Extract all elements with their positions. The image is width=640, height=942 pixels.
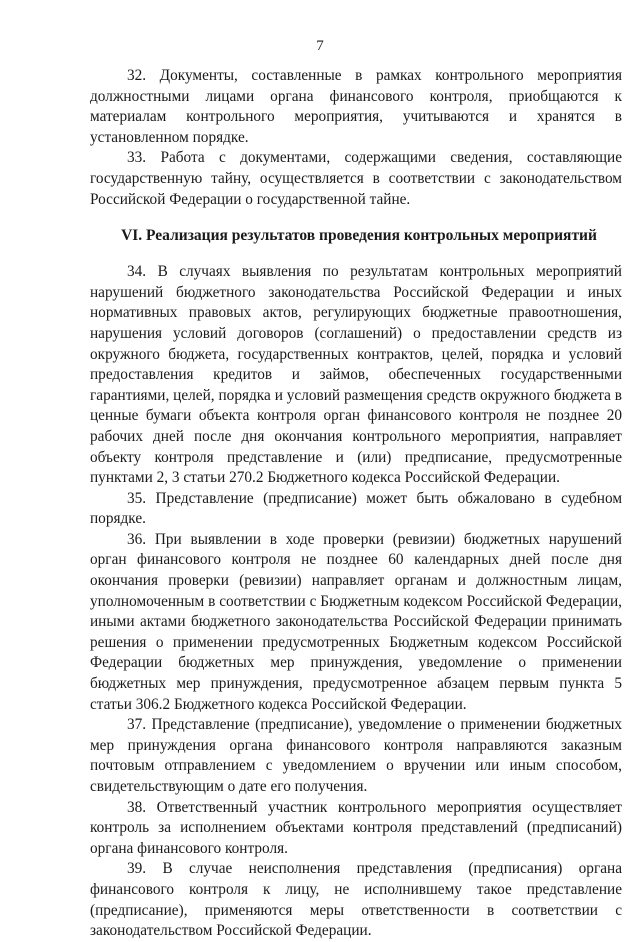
- paragraph-34: 34. В случаях выявления по результатам контрольных мероприятий нарушений бюджетного законодательства Российской Федерации и иных нормативных правовых актов, регулирующих бюджетные правоотношения, нарушения условий договоров (соглашений) о предоставлении средств из окружного бюджета, государственных контрактов, целей, порядка и условий предоставления кредитов и займов, обеспеченных государственными гарантиями, целей, порядка и условий размещения средств окружного бюджета в ценные бумаги объекта контроля орган финансового контроля не позднее 20 рабочих дней после дня окончания контрольного мероприятия, направляет объекту контроля представление и (или) предписание, предусмотренные пунктами 2, 3 статьи 270.2 Бюджетного кодекса Российской Федерации.: [90, 263, 622, 487]
- section-heading: VI. Реализация результатов проведения контрольных мероприятий: [121, 227, 597, 245]
- paragraph-32: 32. Документы, составленные в рамках контрольного мероприятия должностными лицами органа финансового контроля, приобщаются к материалам контрольного мероприятия, учитываются и хранятся в установленном порядке.: [90, 67, 622, 146]
- paragraph-36: 36. При выявлении в ходе проверки (ревизии) бюджетных нарушений орган финансового контроля не позднее 60 календарных дней после дня окончания проверки (ревизии) направляет органам и должностным лицам, уполномоченным в соответствии с Бюджетным кодексом Российской Федерации, иными актами бюджетного законодательства Российской Федерации принимать решения о применении предусмотренных Бюджетным кодексом Российской Федерации бюджетных мер принуждения, уведомление о применении бюджетных мер принуждения, предусмотренное абзацем первым пункта 5 статьи 306.2 Бюджетного кодекса Российской Федерации.: [90, 530, 622, 713]
- paragraph-33: 33. Работа с документами, содержащими сведения, составляющие государственную тайну, осуществляется в соответствии с законодательством Российской Федерации о государственной тайне.: [90, 149, 622, 208]
- document-body: [90, 66, 622, 942]
- paragraph-38: 38. Ответственный участник контрольного мероприятия осуществляет контроль за исполнением объектами контроля представлений (предписаний) органа финансового контроля.: [90, 798, 622, 857]
- page-number: 7: [316, 38, 324, 54]
- paragraph-37: 37. Представление (предписание), уведомление о применении бюджетных мер принуждения органа финансового контроля направляются заказным почтовым отправлением с уведомлением о вручении или иным способом, свидетельствующим о дате его получения.: [90, 716, 622, 795]
- paragraph-39: 39. В случае неисполнения представления (предписания) органа финансового контроля к лицу, не исполнившему такое представление (предписание), применяются меры ответственности в соответствии с законодательством Российской Федерации.: [90, 860, 622, 940]
- paragraph-35: 35. Представление (предписание) может быть обжаловано в судебном порядке.: [90, 489, 622, 528]
